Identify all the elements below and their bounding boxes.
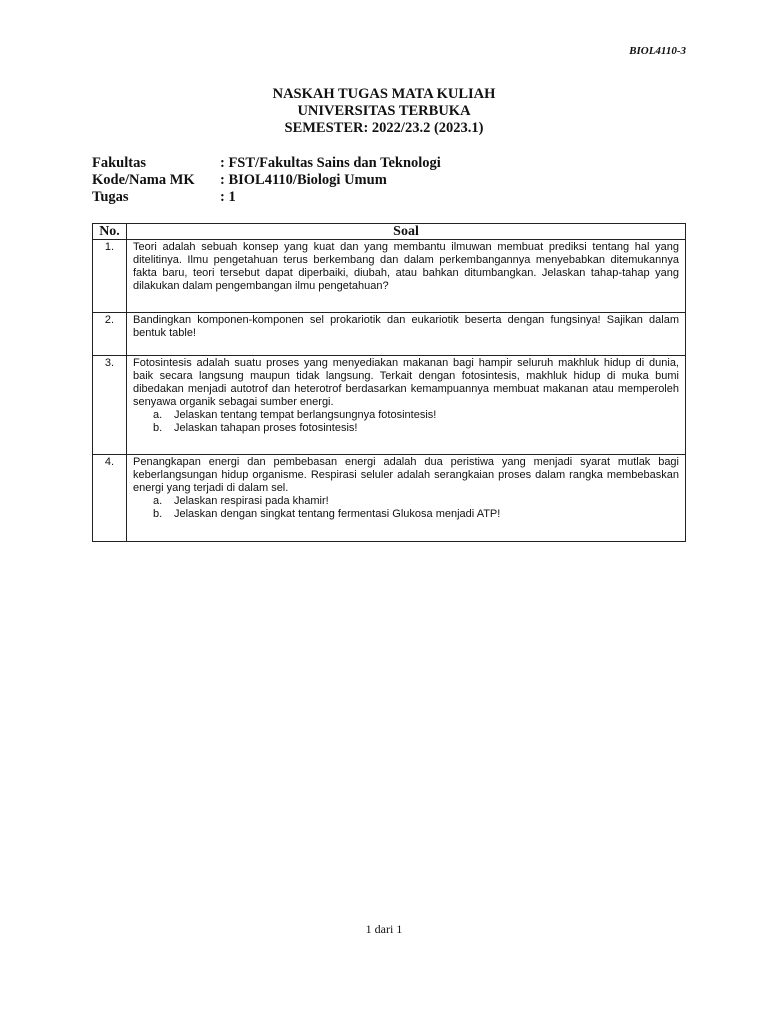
questions-table xyxy=(92,223,686,542)
course-info xyxy=(92,155,441,206)
header-soal: Soal xyxy=(127,224,686,240)
table-header-row xyxy=(93,224,686,240)
table-row xyxy=(93,455,686,542)
table-row xyxy=(93,313,686,356)
question-text xyxy=(127,313,686,356)
sub-question-letter: b. xyxy=(153,422,163,434)
document-title xyxy=(0,86,768,137)
title-line-3: SEMESTER: 2022/23.2 (2023.1) xyxy=(284,120,484,136)
question-number: 2. xyxy=(93,313,127,356)
sub-question xyxy=(153,508,679,521)
meta-label: Kode/Nama MK xyxy=(92,172,195,188)
meta-row-tugas xyxy=(92,189,441,206)
sub-question xyxy=(153,409,679,422)
sub-question-text: Jelaskan tentang tempat berlangsungnya fotosintesis! xyxy=(174,409,437,421)
sub-question-text: Jelaskan dengan singkat tentang fermentasi Glukosa menjadi ATP! xyxy=(174,508,501,520)
sub-question-letter: b. xyxy=(153,508,163,520)
meta-value: : BIOL4110/Biologi Umum xyxy=(220,172,387,188)
page-number: 1 dari 1 xyxy=(365,922,403,936)
table-row xyxy=(93,356,686,455)
meta-value: : 1 xyxy=(220,189,236,205)
sub-question-text: Jelaskan respirasi pada khamir! xyxy=(174,495,329,507)
question-text xyxy=(127,240,686,313)
sub-question xyxy=(153,422,679,435)
table-row xyxy=(93,240,686,313)
question-body: Fotosintesis adalah suatu proses yang menyediakan makanan bagi hampir seluruh makhluk hidup di dunia, baik secara langsung maupun tidak langsung. Terkait dengan fotosintesis, makhluk hidup di muka bumi dibedakan menjadi autotrof dan heterotrof berdasarkan kemampuannya membuat makanan atau memperoleh senyawa organik sebagai sumber energi. xyxy=(133,357,679,408)
meta-label: Fakultas xyxy=(92,155,146,171)
meta-label: Tugas xyxy=(92,189,129,205)
title-line-1: NASKAH TUGAS MATA KULIAH xyxy=(272,86,496,102)
meta-row-kode-mk xyxy=(92,172,441,189)
question-number: 4. xyxy=(93,455,127,542)
question-text xyxy=(127,356,686,455)
document-code: BIOL4110-3 xyxy=(629,45,686,57)
question-number: 1. xyxy=(93,240,127,313)
question-number: 3. xyxy=(93,356,127,455)
sub-question-letter: a. xyxy=(153,495,163,507)
question-body: Teori adalah sebuah konsep yang kuat dan yang membantu ilmuwan membuat prediksi tentang hal yang ditelitinya. Ilmu pengetahuan terus berkembang dan dalam perkembangannya menyebabkan ditemukannya fakta baru, teori tersebut dapat diperbaiki, diubah, atau bahkan ditumbangkan. Jelaskan tahap-tahap yang dilakukan dalam pengembangan ilmu pengetahuan? xyxy=(133,241,679,292)
sub-question-letter: a. xyxy=(153,409,163,421)
title-line-2: UNIVERSITAS TERBUKA xyxy=(297,103,471,119)
sub-question-text: Jelaskan tahapan proses fotosintesis! xyxy=(174,422,358,434)
sub-question xyxy=(153,495,679,508)
question-body: Bandingkan komponen-komponen sel prokariotik dan eukariotik beserta dengan fungsinya! Sajikan dalam bentuk table! xyxy=(133,314,679,339)
meta-value: : FST/Fakultas Sains dan Teknologi xyxy=(220,155,441,171)
question-text xyxy=(127,455,686,542)
question-body: Penangkapan energi dan pembebasan energi adalah dua peristiwa yang menjadi syarat mutlak bagi keberlangsungan hidup organisme. Respirasi seluler adalah serangkaian proses dalam rangka membebaskan energi yang terjadi di dalam sel. xyxy=(133,456,679,494)
header-no: No. xyxy=(93,224,127,240)
meta-row-fakultas xyxy=(92,155,441,172)
